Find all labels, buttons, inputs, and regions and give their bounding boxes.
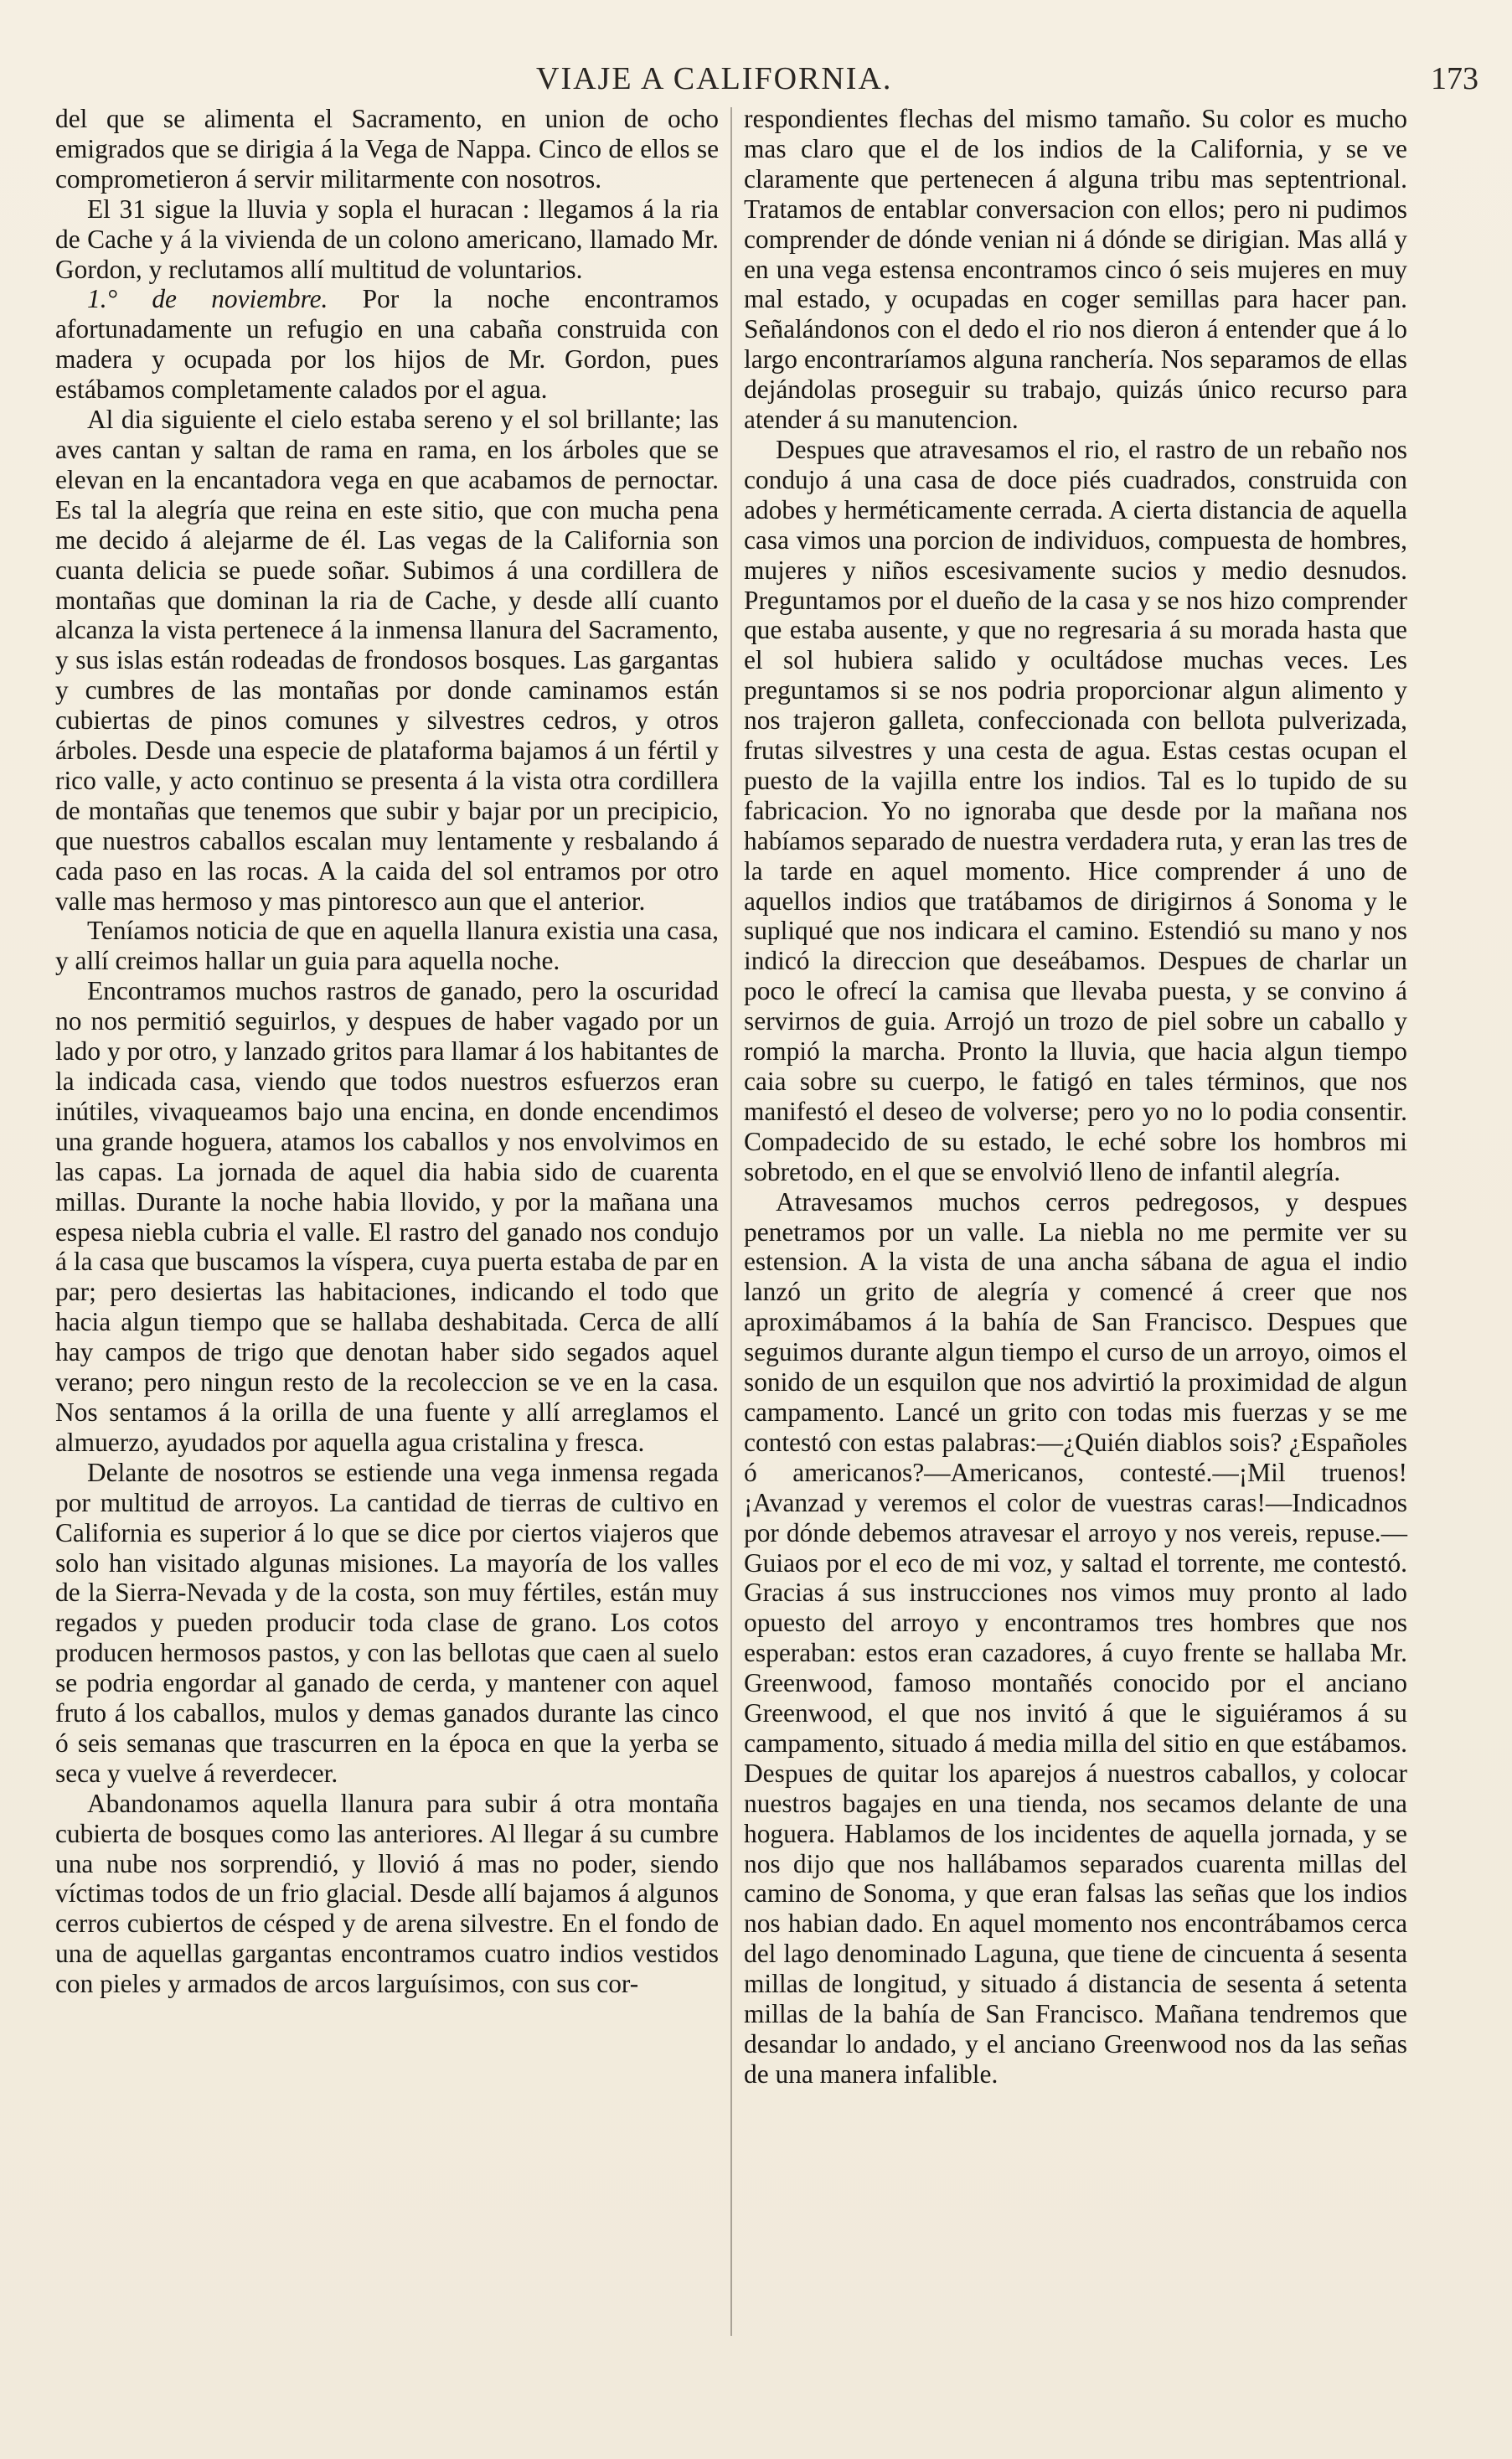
paragraph: Encontramos muchos rastros de ganado, pero la oscuridad no nos permitió seguirlos, y despues de haber vagado por un lado y por otro, y lanzado gritos para llamar á los habitantes de la indicada casa, viendo que todos nuestros esfuerzos eran inútiles, vivaqueamos bajo una encina, en donde encendimos una grande hoguera, atamos los caballos y nos envolvimos en las capas. La jornada de aquel dia habia sido de cuarenta millas. Durante la noche habia llovido, y por la mañana una espesa niebla cubria el valle. El rastro del ganado nos condujo á la casa que buscamos la víspera, cuya puerta estaba de par en par; pero desiertas las habitaciones, indicando el todo que hacia algun tiempo que se hallaba deshabitada. Cerca de allí hay campos de trigo que denotan haber sido segados aquel verano; pero ningun resto de la recoleccion se ve en la casa. Nos sentamos á la orilla de una fuente y allí arreglamos el almuerzo, ayudados por aquella agua cristalina y fresca. [55, 976, 719, 1457]
paragraph: Teníamos noticia de que en aquella llanura existia una casa, y allí creimos hallar un guia para aquella noche. [55, 916, 719, 976]
paragraph: Atravesamos muchos cerros pedregosos, y despues penetramos por un valle. La niebla no me permite ver su estension. A la vista de una ancha sábana de agua el indio lanzó un grito de alegría y comencé á creer que nos aproximábamos á la bahía de San Francisco. Despues que seguimos durante algun tiempo el curso de un arroyo, oimos el sonido de un esquilon que nos advirtió la proximidad de algun campamento. Lancé un grito con todas mis fuerzas y se me contestó con estas palabras:—¿Quién diablos sois? ¿Españoles ó americanos?—Americanos, contesté.—¡Mil truenos! ¡Avanzad y veremos el color de vuestras caras!—Indicadnos por dónde debemos atravesar el arroyo y nos vereis, repuse.—Guiaos por el eco de mi voz, y saltad el torrente, me contestó. Gracias á sus instrucciones nos vimos muy pronto al lado opuesto del arroyo y encontramos tres hombres que nos esperaban: estos eran cazadores, á cuyo frente se hallaba Mr. Greenwood, famoso montañés conocido por el anciano Greenwood, el que nos invitó á que le siguiéramos á su campamento, situado á media milla del sitio en que estábamos. Despues de quitar los aparejos á nuestros caballos, y colocar nuestros bagajes en una tienda, nos secamos delante de una hoguera. Hablamos de los incidentes de aquella jornada, y se nos dijo que nos hallábamos separados cuarenta millas del camino de Sonoma, y que eran falsas las señas que los indios nos habian dado. En aquel momento nos encontrábamos cerca del lago denominado Laguna, que tiene de cincuenta á sesenta millas de longitud, y situado á distancia de sesenta á setenta millas de la bahía de San Francisco. Mañana tendremos que desandar lo andado, y el anciano Greenwood nos da las señas de una manera infalible. [744, 1186, 1407, 2089]
paragraph: del que se alimenta el Sacramento, en union de ocho emigrados que se dirigia á la Vega de Nappa. Cinco de ellos se comprometieron á servir militarmente con nosotros. [55, 104, 719, 194]
paragraph [55, 284, 719, 405]
paragraph: Despues que atravesamos el rio, el rastro de un rebaño nos condujo á una casa de doce piés cuadrados, construida con adobes y herméticamente cerrada. A cierta distancia de aquella casa vimos una porcion de individuos, compuesta de hombres, mujeres y niños escesivamente sucios y medio desnudos. Preguntamos por el dueño de la casa y se nos hizo comprender que estaba ausente, y que no regresaria á su morada hasta que el sol hubiera salido y ocultádose muchas veces. Les preguntamos si se nos podria proporcionar algun alimento y nos trajeron galleta, confeccionada con bellota pulverizada, frutas silvestres y una cesta de agua. Estas cestas ocupan el puesto de la vajilla entre los indios. Tal es lo tupido de su fabricacion. Yo no ignoraba que desde por la mañana nos habíamos separado de nuestra verdadera ruta, y eran las tres de la tarde en aquel momento. Hice comprender á uno de aquellos indios que tratábamos de dirigirnos á Sonoma y le supliqué que nos indicara el camino. Estendió su mano y nos indicó la direccion que deseábamos. Despues de charlar un poco le ofrecí la camisa que llevaba puesta, y se convino á servirnos de guia. Arrojó un trozo de piel sobre un caballo y rompió la marcha. Pronto la lluvia, que hacia algun tiempo caia sobre su cuerpo, le fatigó en tales términos, que nos manifestó el deseo de volverse; pero yo no lo podia consentir. Compadecido de su estado, le eché sobre los hombros mi sobretodo, en el que se envolvió lleno de infantil alegría. [744, 434, 1407, 1186]
paragraph: Al dia siguiente el cielo estaba sereno y el sol brillante; las aves cantan y saltan de rama en rama, en los árboles que se elevan en la encantadora vega en que acabamos de pernoctar. Es tal la alegría que reina en este sitio, que con mucha pena me decido á alejarme de él. Las vegas de la California son cuanta delicia se puede soñar. Subimos á una cordillera de montañas que dominan la ria de Cache, y desde allí cuanto alcanza la vista pertenece á la inmensa llanura del Sacramento, y sus islas están rodeadas de frondosos bosques. Las gargantas y cumbres de las montañas por donde caminamos están cubiertas de pinos comunes y silvestres cedros, y otros árboles. Desde una especie de plataforma bajamos á un fértil y rico valle, y acto continuo se presenta á la vista otra cordillera de montañas que tenemos que subir y bajar por un precipicio, que nuestros caballos escalan muy lentamente y resbalando á cada paso en las rocas. A la caida del sol entramos por otro valle mas hermoso y mas pintoresco aun que el anterior. [55, 405, 719, 916]
paragraph: El 31 sigue la lluvia y sopla el huracan : llegamos á la ria de Cache y á la vivienda de un colono americano, llamado Mr. Gordon, y reclutamos allí multitud de voluntarios. [55, 194, 719, 284]
left-column [55, 104, 719, 1999]
running-head-title: VIAJE A CALIFORNIA. [536, 61, 893, 96]
paragraph-text: Por la noche encontramos afortunadamente un refugio en una cabaña construida con madera y ocupada por los hijos de Mr. Gordon, pues estábamos completamente calados por el agua. [55, 284, 719, 405]
paragraph: Abandonamos aquella llanura para subir á otra montaña cubierta de bosques como las anteriores. Al llegar á su cumbre una nube nos sorprendió, y llovió á mas no poder, siendo víctimas todos de un frio glacial. Desde allí bajamos á algunos cerros cubiertos de césped y de arena silvestre. En el fondo de una de aquellas gargantas encontramos cuatro indios vestidos con pieles y armados de arcos larguísimos, con sus cor- [55, 1788, 719, 1999]
page-number: 173 [1431, 61, 1478, 96]
right-column [744, 104, 1407, 2090]
paragraph: Delante de nosotros se estiende una vega inmensa regada por multitud de arroyos. La cantidad de tierras de cultivo en California es superior á lo que se dice por ciertos viajeros que solo han visitado algunas misiones. La mayoría de los valles de la Sierra-Nevada y de la costa, son muy fértiles, están muy regados y pueden producir toda clase de grano. Los cotos producen hermosos pastos, y con las bellotas que caen al suelo se podria engordar al ganado de cerda, y mantener con aquel fruto á los caballos, mulos y demas ganados durante las cinco ó seis semanas que trascurren en la época en que la yerba se seca y vuelve á reverdecer. [55, 1457, 719, 1788]
column-divider [730, 107, 732, 2336]
date-heading: 1.° de noviembre. [87, 284, 328, 314]
paragraph: respondientes flechas del mismo tamaño. Su color es mucho mas claro que el de los indios de la California, y se ve claramente que pertenecen á alguna tribu mas septentrional. Tratamos de entablar conversacion con ellos; pero ni pudimos comprender de dónde venian ni á dónde se dirigian. Mas allá y en una vega estensa encontramos cinco ó seis mujeres en muy mal estado, y ocupadas en coger semillas para hacer pan. Señalándonos con el dedo el rio nos dieron á entender que á lo largo encontraríamos alguna ranchería. Nos separamos de ellas dejándolas proseguir su trabajo, quizás único recurso para atender á su manutencion. [744, 104, 1407, 435]
